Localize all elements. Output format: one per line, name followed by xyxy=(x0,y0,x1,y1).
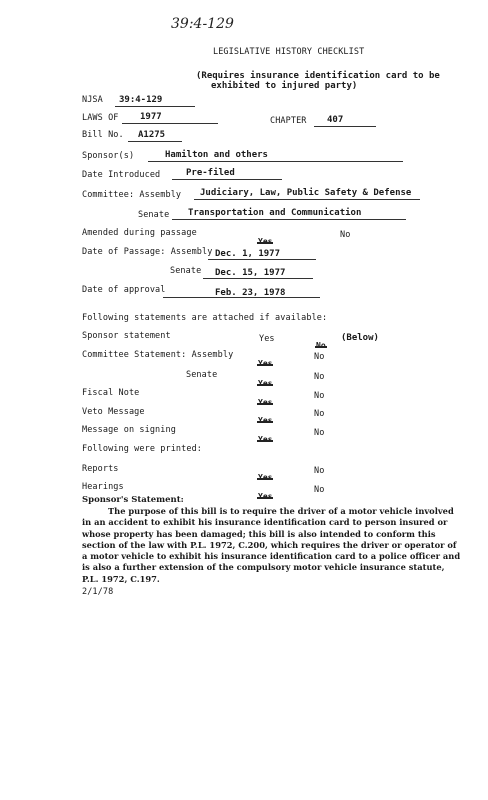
statement-row-no-struck: No xyxy=(316,341,326,350)
statement-row-no: No xyxy=(314,391,325,401)
chapter-value: 407 xyxy=(327,115,344,125)
passage-senate-label: Senate xyxy=(170,266,202,276)
statement-row-label: Message on signing xyxy=(82,425,176,435)
laws-of-label: LAWS OF xyxy=(82,113,119,123)
passage-senate-value: Dec. 15, 1977 xyxy=(215,268,286,278)
njsa-underline xyxy=(115,106,195,107)
statement-row-yes-struck: Yes xyxy=(258,379,273,388)
statement-row-label: Fiscal Note xyxy=(82,388,140,398)
sponsor-underline xyxy=(148,161,403,162)
sponsor-statement-text: The purpose of this bill is to require the driver of a motor vehicle involved in an accident to exhibit his insurance identification card to person insured or whose property has been damaged; this bill is also intended to conform this section of the law with P.L. 1972, C.200, which requires the driver or operator of a motor vehicle to exhibit his insurance identification card to a police officer and is also a further extension of the compulsory motor vehicle insurance statute, P.L. 1972, C.197. xyxy=(82,506,461,584)
sponsor-statement-heading: Sponsor's Statement: xyxy=(82,495,184,505)
statement-row-yes-struck: Yes xyxy=(258,416,273,425)
bill-no-value: A1275 xyxy=(138,130,166,140)
sponsor-value: Hamilton and others xyxy=(165,150,268,160)
passage-senate-underline xyxy=(203,278,313,279)
chapter-label: CHAPTER xyxy=(270,116,307,126)
committee-assembly-label: Committee: Assembly xyxy=(82,190,182,200)
printed-row-yes-struck: Yes xyxy=(258,473,273,482)
amended-no: No xyxy=(340,230,351,240)
statement-row-yes-struck: Yes xyxy=(258,398,273,407)
bill-no-underline xyxy=(128,141,182,142)
date-introduced-value: Pre-filed xyxy=(186,168,235,178)
printed-row-no: No xyxy=(314,485,325,495)
page-title: LEGISLATIVE HISTORY CHECKLIST xyxy=(213,47,365,57)
statement-row-label: Senate xyxy=(186,370,218,380)
date-introduced-underline xyxy=(172,179,282,180)
amended-yes-struck: Yes xyxy=(258,237,273,246)
statement-row-no: No xyxy=(314,372,325,382)
committee-assembly-value: Judiciary, Law, Public Safety & Defense xyxy=(200,188,412,198)
statement-row-no: No xyxy=(314,352,325,362)
committee-senate-underline xyxy=(172,219,406,220)
passage-assembly-label: Date of Passage: Assembly xyxy=(82,247,213,257)
date-introduced-label: Date Introduced xyxy=(82,170,161,180)
chapter-underline xyxy=(314,126,376,127)
njsa-value: 39:4-129 xyxy=(119,95,163,105)
statement-row-no: No xyxy=(314,428,325,438)
committee-senate-value: Transportation and Communication xyxy=(188,208,362,218)
laws-of-value: 1977 xyxy=(140,112,162,122)
statement-row-label: Veto Message xyxy=(82,407,145,417)
printed-row-yes-struck: Yes xyxy=(258,492,273,501)
statement-row-label: Committee Statement: Assembly xyxy=(82,350,234,360)
passage-assembly-underline xyxy=(208,259,316,260)
laws-of-underline xyxy=(122,123,218,124)
statement-row-no: No xyxy=(314,409,325,419)
njsa-label: NJSA xyxy=(82,95,103,105)
statements-intro: Following statements are attached if available: xyxy=(82,313,328,323)
approval-label: Date of approval xyxy=(82,285,166,295)
committee-assembly-underline xyxy=(194,199,420,200)
committee-senate-label: Senate xyxy=(138,210,170,220)
printed-intro: Following were printed: xyxy=(82,444,203,454)
statement-row-yes-struck: Yes xyxy=(258,359,273,368)
subtitle-line-1: (Requires insurance identification card to be xyxy=(196,71,440,81)
statement-row-label: Sponsor statement xyxy=(82,331,171,341)
amended-label: Amended during passage xyxy=(82,228,197,238)
passage-assembly-value: Dec. 1, 1977 xyxy=(215,249,281,259)
approval-value: Feb. 23, 1978 xyxy=(215,288,286,298)
printed-row-label: Hearings xyxy=(82,482,124,492)
statement-row-note: (Below) xyxy=(341,333,379,343)
printed-row-no: No xyxy=(314,466,325,476)
statement-row-yes: Yes xyxy=(259,334,275,344)
statement-row-yes-struck: Yes xyxy=(258,435,273,444)
sponsor-label: Sponsor(s) xyxy=(82,151,135,161)
bill-no-label: Bill No. xyxy=(82,130,124,140)
approval-underline xyxy=(163,297,320,298)
handwritten-statute-number: 39:4-129 xyxy=(171,16,234,32)
footer-date: 2/1/78 xyxy=(82,587,114,597)
printed-row-label: Reports xyxy=(82,464,119,474)
subtitle-line-2: exhibited to injured party) xyxy=(211,81,358,91)
